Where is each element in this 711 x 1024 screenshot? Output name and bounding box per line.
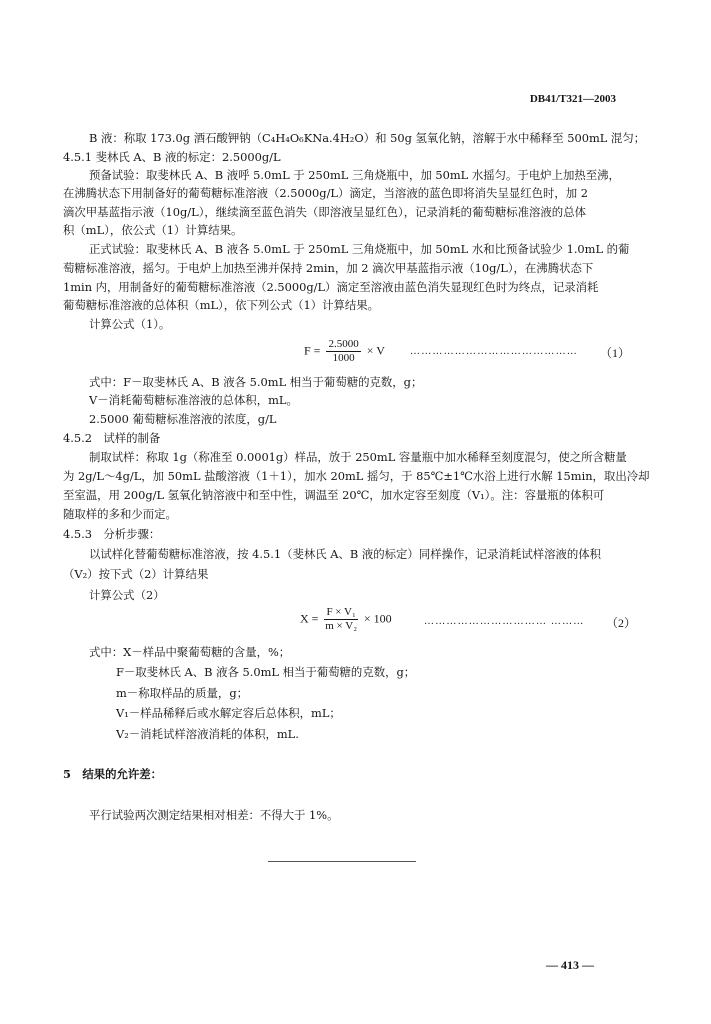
formula-number: （2）: [606, 616, 637, 630]
fraction-numerator: F × V₁: [326, 606, 356, 618]
text-line: 1min 内，用制备好的葡萄糖标准溶液（2.5000g/L）滴定至溶液由蓝色消失显现红色时为终点，记录消耗: [63, 280, 599, 294]
formula-leader-dots: …………………………… ………: [424, 616, 585, 627]
formula-number: （1）: [600, 346, 631, 360]
text-line: 制取试样：称取 1g（称准至 0.0001g）样品，放于 250mL 容量瓶中加水稀释至刻度混匀，使之所含糖量: [89, 450, 627, 464]
formula-rest: × V: [366, 343, 385, 358]
section-heading: 4.5.2 试样的制备: [63, 431, 161, 445]
fraction-numerator: 2.5000: [328, 338, 359, 350]
text-line: 以试样化替葡萄糖标准溶液，按 4.5.1（斐林氏 A、B 液的标定）同样操作，记录消耗试样溶液的体积: [89, 547, 602, 561]
formula-leader-dots: ………………………………………: [410, 346, 578, 357]
text-line: 2.5000 葡萄糖标准溶液的浓度，g/L: [89, 412, 277, 426]
fraction-denominator: 1000: [332, 352, 355, 364]
text-line: 正式试验：取斐林氏 A、B 液各 5.0mL 于 250mL 三角烧瓶中，加 50mL 水和比预备试验少 1.0mL 的葡: [89, 242, 630, 256]
formula-2: [300, 606, 392, 633]
standard-code: DB41/T321—2003: [529, 93, 616, 105]
text-line: 计算公式（2）: [89, 588, 165, 602]
text-line: 随取样的多和少而定。: [63, 507, 177, 521]
section-heading: 4.5.1 斐林氏 A、B 液的标定：2.5000g/L: [63, 150, 281, 164]
formula-lhs: X =: [300, 611, 319, 626]
footer-divider: [268, 861, 416, 862]
text-line: B 液：称取 173.0g 酒石酸钾钠（C₄H₄O₆KNa.4H₂O）和 50g 氢氧化钠，溶解于水中稀释至 500mL 混匀；: [89, 131, 646, 145]
text-line: 至室温，用 200g/L 氢氧化钠溶液中和至中性，调温至 20℃，加水定容至刻度（V₁）。注：容量瓶的体积可: [63, 488, 605, 502]
text-line: （V₂）按下式（2）计算结果: [63, 567, 209, 581]
text-line: 为 2g/L～4g/L，加 50mL 盐酸溶液（1＋1），加水 20mL 摇匀，于 85℃±1℃水浴上进行水解 15min，取出冷却: [63, 469, 650, 483]
formula-lhs: F =: [304, 343, 321, 358]
text-line: V－消耗葡萄糖标准溶液的总体积，mL。: [89, 393, 298, 407]
text-line: m－称取样品的质量，g；: [116, 686, 248, 700]
text-line: 在沸腾状态下用制备好的葡萄糖标准溶液（2.5000g/L）滴定，当溶液的蓝色即将消失呈显红色时，加 2: [63, 186, 589, 200]
formula-1: [304, 338, 385, 365]
page-number: — 413 —: [546, 958, 594, 972]
text-line: 积（mL），依公式（1）计算结果。: [63, 223, 243, 237]
formula-fraction: [326, 338, 360, 365]
text-line: F－取斐林氏 A、B 液各 5.0mL 相当于葡萄糖的克数，g；: [116, 665, 416, 679]
text-line: 萄糖标准溶液，摇匀。于电炉上加热至沸并保持 2min，加 2 滴次甲基蓝指示液（10g/L），在沸腾状态下: [63, 261, 594, 275]
fraction-denominator: m × V₂: [325, 620, 358, 632]
section-heading: 4.5.3 分析步骤：: [63, 527, 161, 541]
text-line: 平行试验两次测定结果相对相差：不得大于 1%。: [89, 808, 339, 822]
text-line: V₂－消耗试样溶液消耗的体积，mL.: [116, 727, 299, 741]
section-heading: 5 结果的允许差：: [63, 767, 163, 781]
text-line: V₁－样品稀释后或水解定容后总体积，mL；: [116, 706, 341, 720]
text-line: 滴次甲基蓝指示液（10g/L），继续滴至蓝色消失（即溶液呈显红色），记录消耗的葡萄糖标准溶液的总体: [63, 205, 586, 219]
text-line: 葡萄糖标准溶液的总体积（mL），依下列公式（1）计算结果。: [63, 298, 380, 312]
text-line: 式中：F－取斐林氏 A、B 液各 5.0mL 相当于葡萄糖的克数，g；: [89, 375, 423, 389]
text-line: 计算公式（1）。: [89, 317, 171, 331]
text-line: 预备试验：取斐林氏 A、B 液呼 5.0mL 于 250mL 三角烧瓶中，加 50mL 水摇匀。于电炉上加热至沸，: [89, 168, 620, 182]
formula-rest: × 100: [363, 611, 392, 626]
formula-fraction: [324, 606, 357, 633]
text-line: 式中：X－样品中聚葡萄糖的含量，%；: [89, 645, 291, 659]
